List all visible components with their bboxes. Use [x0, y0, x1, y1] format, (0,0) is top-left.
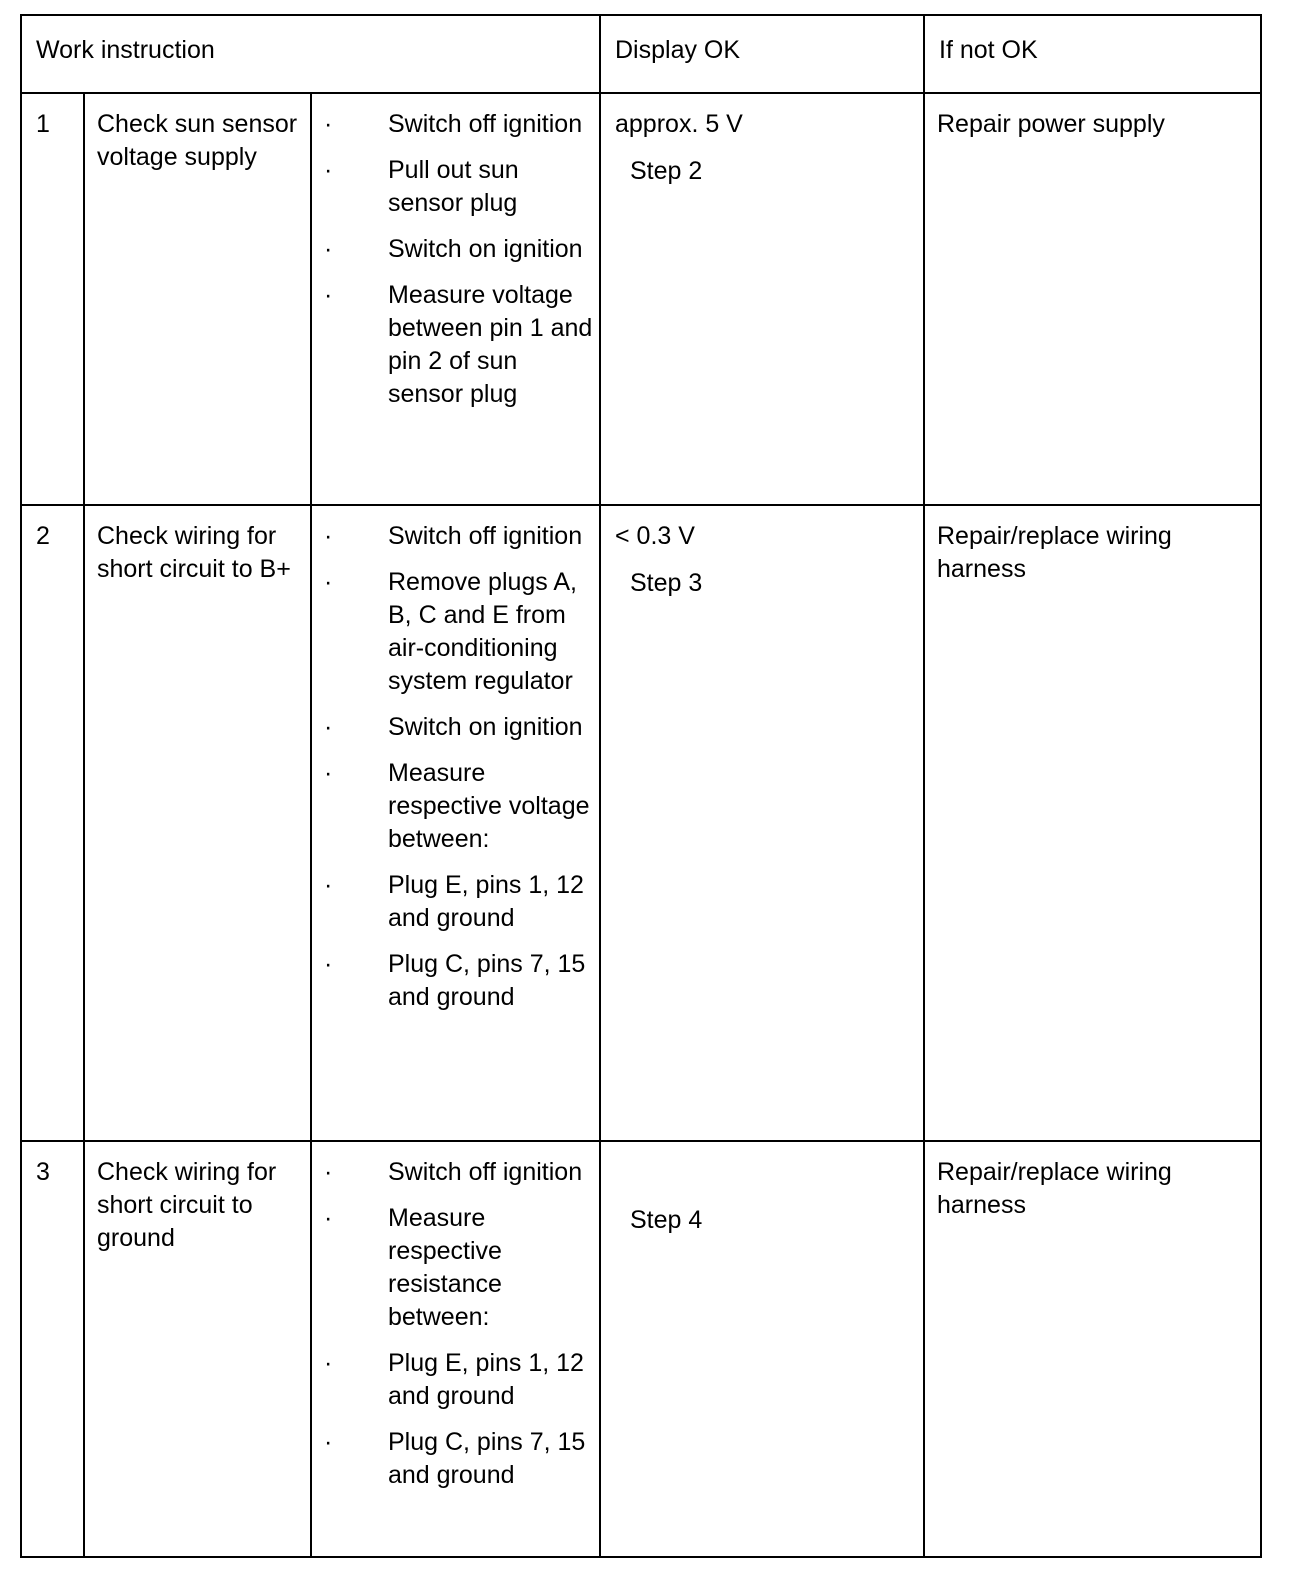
list-item [312, 1202, 595, 1334]
instruction-text: Measure respective resistance between: [388, 1204, 502, 1331]
display-ok-next-step: Step 2 [630, 157, 703, 185]
list-item [312, 279, 595, 411]
header-display-ok: Display OK [600, 15, 924, 93]
if-not-ok-action: Repair/replace wiring harness [924, 505, 1261, 1141]
display-ok-next-step: Step 3 [630, 569, 703, 597]
table-row [21, 93, 1261, 505]
bullet-icon: · [324, 950, 333, 978]
list-item [312, 1347, 595, 1413]
list-item [312, 948, 595, 1014]
instruction-text: Switch on ignition [388, 235, 583, 263]
list-item [312, 520, 595, 553]
instruction-text: Switch on ignition [388, 713, 583, 741]
step-number: 2 [21, 505, 84, 1141]
instruction-text: Switch off ignition [388, 110, 583, 138]
display-ok-cell [600, 1141, 924, 1557]
bullet-icon: · [324, 281, 333, 309]
instruction-text: Plug C, pins 7, 15 and ground [388, 1428, 586, 1489]
step-number: 1 [21, 93, 84, 505]
header-if-not-ok: If not OK [924, 15, 1261, 93]
step-title: Check wiring for short circuit to B+ [84, 505, 311, 1141]
step-instructions [311, 505, 600, 1141]
work-instruction-table [20, 14, 1262, 1558]
if-not-ok-action: Repair/replace wiring harness [924, 1141, 1261, 1557]
step-instructions [311, 1141, 600, 1557]
bullet-icon: · [324, 1349, 333, 1377]
header-row [21, 15, 1261, 93]
instruction-text: Plug E, pins 1, 12 and ground [388, 871, 584, 932]
display-ok-value: approx. 5 V [615, 110, 743, 138]
bullet-icon: · [324, 713, 333, 741]
if-not-ok-action: Repair power supply [924, 93, 1261, 505]
bullet-icon: · [324, 1158, 333, 1186]
list-item [312, 711, 595, 744]
display-ok-cell [600, 505, 924, 1141]
bullet-icon: · [324, 522, 333, 550]
display-ok-cell [600, 93, 924, 505]
list-item [312, 154, 595, 220]
bullet-icon: · [324, 568, 333, 596]
instruction-text: Switch off ignition [388, 1158, 583, 1186]
instruction-text: Measure voltage between pin 1 and pin 2 of sun sensor plug [388, 281, 593, 408]
list-item [312, 233, 595, 266]
table-row [21, 505, 1261, 1141]
header-work-instruction: Work instruction [21, 15, 600, 93]
list-item [312, 1426, 595, 1492]
step-title: Check sun sensor voltage supply [84, 93, 311, 505]
step-instructions [311, 93, 600, 505]
display-ok-next-step: Step 4 [630, 1206, 703, 1234]
list-item [312, 1156, 595, 1189]
bullet-icon: · [324, 235, 333, 263]
instruction-text: Plug C, pins 7, 15 and ground [388, 950, 586, 1011]
instruction-text: Plug E, pins 1, 12 and ground [388, 1349, 584, 1410]
bullet-icon: · [324, 759, 333, 787]
display-ok-value: < 0.3 V [615, 522, 695, 550]
list-item [312, 108, 595, 141]
instruction-text: Measure respective voltage between: [388, 759, 590, 853]
bullet-icon: · [324, 156, 333, 184]
bullet-icon: · [324, 1428, 333, 1456]
instruction-text: Remove plugs A, B, C and E from air-conditioning system regulator [388, 568, 577, 695]
instruction-text: Pull out sun sensor plug [388, 156, 519, 217]
list-item [312, 869, 595, 935]
instruction-text: Switch off ignition [388, 522, 583, 550]
list-item [312, 757, 595, 856]
step-number: 3 [21, 1141, 84, 1557]
list-item [312, 566, 595, 698]
bullet-icon: · [324, 871, 333, 899]
step-title: Check wiring for short circuit to ground [84, 1141, 311, 1557]
bullet-icon: · [324, 110, 333, 138]
table-row [21, 1141, 1261, 1557]
bullet-icon: · [324, 1204, 333, 1232]
